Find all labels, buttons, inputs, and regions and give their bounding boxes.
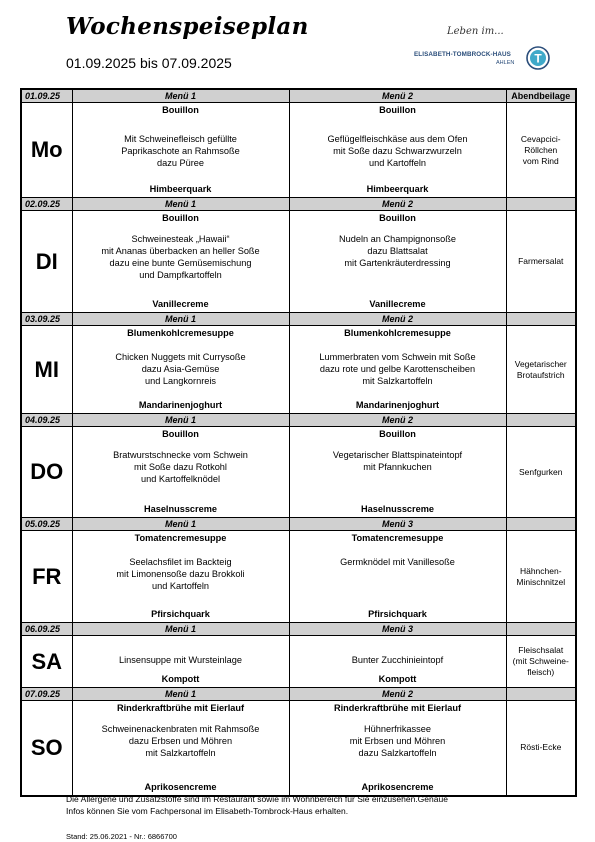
dessert: Himbeerquark — [149, 184, 212, 194]
dish-line: mit Gartenkräuterdressing — [344, 258, 451, 268]
main-dish — [290, 723, 506, 759]
soup: Bouillon — [162, 213, 199, 223]
dish-line: dazu Asia-Gemüse — [141, 364, 220, 374]
weekday-abbr: SO — [21, 701, 72, 796]
menu-1-cell — [72, 103, 289, 198]
slogan: Leben im... — [447, 26, 504, 37]
soup: Rinderkraftbrühe mit Eierlauf — [333, 703, 462, 713]
evening-header-blank — [506, 623, 576, 636]
dish-line: Schweinesteak „Hawaii“ — [131, 234, 230, 244]
evening-line: Cevapcici- — [520, 133, 561, 144]
menu-1-cell — [72, 531, 289, 623]
weekday-abbr: Mo — [21, 103, 72, 198]
day-date: 04.09.25 — [21, 414, 72, 427]
dessert: Vanillecreme — [152, 299, 209, 309]
dessert: Haselnusscreme — [143, 504, 218, 514]
menu-2-label: Menü 3 — [289, 623, 506, 636]
menu-2-label: Menü 2 — [289, 313, 506, 326]
dish-line: mit Limonensoße dazu Brokkoli — [116, 569, 245, 579]
document-stand: Stand: 25.06.2021 - Nr.: 6866700 — [66, 832, 177, 841]
dessert: Pfirsichquark — [368, 609, 427, 619]
day-menu-row — [21, 211, 576, 313]
weekday-abbr: FR — [21, 531, 72, 623]
main-dish — [290, 556, 506, 568]
org-name: ELISABETH-TOMBROCK-HAUS — [414, 51, 511, 58]
dish-line: Geflügelfleischkäse aus dem Ofen — [327, 134, 468, 144]
evening-line: Vegetarischer — [514, 358, 567, 369]
day-header-row — [21, 198, 576, 211]
evening-side-cell — [506, 326, 576, 414]
dish-line: Germknödel mit Vanillesoße — [340, 557, 455, 567]
soup: Bouillon — [379, 429, 416, 439]
dish-line: Lummerbraten vom Schwein mit Soße — [319, 352, 476, 362]
main-dish — [73, 723, 289, 759]
dish-line: Nudeln an Champignonsoße — [339, 234, 456, 244]
evening-line: (mit Schweine- — [512, 656, 569, 666]
menu-2-label: Menü 2 — [289, 414, 506, 427]
allergen-note — [66, 793, 448, 817]
main-dish — [73, 233, 289, 281]
dish-line: und Kartoffeln — [151, 581, 210, 591]
menu-2-label: Menü 2 — [289, 198, 506, 211]
evening-line: vom Rind — [522, 155, 559, 166]
dish-line: mit Soße dazu Rotkohl — [134, 462, 227, 472]
dish-line: dazu Blattsalat — [367, 246, 428, 256]
dessert: Mandarinenjoghurt — [355, 400, 440, 410]
soup: Tomatencremesuppe — [134, 533, 227, 543]
menu-1-label: Menü 1 — [72, 688, 289, 701]
day-menu-row — [21, 326, 576, 414]
dish-line: Vegetarischer Blattspinateintopf — [332, 450, 463, 460]
day-menu-row — [21, 701, 576, 796]
soup: Bouillon — [162, 429, 199, 439]
logo-icon — [526, 46, 550, 70]
menu-2-cell — [289, 211, 506, 313]
main-dish — [290, 351, 506, 387]
weekday-abbr: MI — [21, 326, 72, 414]
soup: Bouillon — [162, 105, 199, 115]
day-header-row — [21, 688, 576, 701]
main-dish — [73, 654, 289, 666]
dish-line: und Kartoffelknödel — [140, 474, 220, 484]
evening-side-cell — [506, 701, 576, 796]
dessert: Pfirsichquark — [151, 609, 210, 619]
soup: Tomatencremesuppe — [351, 533, 444, 543]
dish-line: dazu Salzkartoffeln — [358, 748, 437, 758]
menu-2-cell — [289, 427, 506, 518]
soup: Bouillon — [379, 105, 416, 115]
dessert: Haselnusscreme — [360, 504, 435, 514]
soup: Blumenkohlcremesuppe — [127, 328, 234, 338]
dish-line: Seelachsfilet im Backteig — [129, 557, 232, 567]
evening-header-blank — [506, 198, 576, 211]
date-range: 01.09.2025 bis 07.09.2025 — [66, 55, 232, 71]
evening-line: Minischnitzel — [516, 576, 566, 587]
evening-line: Brotaufstrich — [516, 369, 565, 380]
evening-line: Senfgurken — [519, 466, 563, 477]
day-header-row — [21, 623, 576, 636]
evening-side-cell — [506, 636, 576, 688]
weekday-abbr: DO — [21, 427, 72, 518]
dish-line: und Kartoffeln — [368, 158, 427, 168]
dish-line: mit Salzkartoffeln — [145, 748, 216, 758]
evening-line: Röllchen — [524, 144, 558, 155]
day-date: 05.09.25 — [21, 518, 72, 531]
evening-line: Fleischsalat — [518, 645, 564, 655]
menu-1-label: Menü 1 — [72, 518, 289, 531]
evening-side-cell — [506, 211, 576, 313]
dessert: Aprikosencreme — [144, 781, 217, 792]
day-date: 06.09.25 — [21, 623, 72, 636]
dessert: Aprikosencreme — [361, 781, 434, 792]
menu-1-cell — [72, 636, 289, 688]
day-menu-row — [21, 427, 576, 518]
svg-text:T: T — [534, 51, 542, 66]
dish-line: Bratwurstschnecke vom Schwein — [113, 450, 248, 460]
dish-line: mit Soße dazu Schwarzwurzeln — [333, 146, 462, 156]
dish-line: Chicken Nuggets mit Currysoße — [115, 352, 246, 362]
evening-header-blank — [506, 518, 576, 531]
menu-2-cell — [289, 531, 506, 623]
main-dish — [73, 133, 289, 169]
weekday-abbr: DI — [21, 211, 72, 313]
dessert: Mandarinenjoghurt — [138, 400, 223, 410]
dish-line: dazu eine bunte Gemüsemischung — [109, 258, 252, 268]
menu-1-label: Menü 1 — [72, 313, 289, 326]
menu-1-cell — [72, 211, 289, 313]
main-dish — [290, 654, 506, 666]
evening-line: Farmersalat — [518, 256, 564, 266]
menu-1-label: Menü 1 — [72, 623, 289, 636]
soup: Bouillon — [379, 213, 416, 223]
dish-line: Schweinenackenbraten mit Rahmsoße — [101, 724, 260, 734]
menu-1-label: Menü 1 — [72, 414, 289, 427]
day-menu-row — [21, 531, 576, 623]
menu-2-cell — [289, 636, 506, 688]
evening-header-blank — [506, 414, 576, 427]
menu-2-label: Menü 2 — [289, 688, 506, 701]
dish-line: Mit Schweinefleisch gefüllte — [124, 134, 237, 144]
main-dish — [290, 449, 506, 473]
dish-line: Paprikaschote an Rahmsoße — [121, 146, 240, 156]
evening-side-cell — [506, 103, 576, 198]
dish-line: mit Pfannkuchen — [363, 462, 432, 472]
evening-side-cell — [506, 427, 576, 518]
dish-line: dazu rote und gelbe Karottenscheiben — [319, 364, 476, 374]
main-dish — [73, 351, 289, 387]
main-dish — [73, 556, 289, 592]
menu-2-cell — [289, 701, 506, 796]
day-header-row — [21, 414, 576, 427]
day-date: 03.09.25 — [21, 313, 72, 326]
evening-header-blank — [506, 313, 576, 326]
page-title: Wochenspeiseplan — [66, 13, 309, 40]
dish-line: dazu Püree — [157, 158, 204, 168]
dish-line: mit Salzkartoffeln — [362, 376, 433, 386]
weekday-abbr: SA — [21, 636, 72, 688]
menu-1-label: Menü 1 — [72, 198, 289, 211]
evening-side-cell — [506, 531, 576, 623]
menu-2-cell — [289, 326, 506, 414]
allergen-note-line-2: Infos können Sie vom Fachpersonal im Elisabeth-Tombrock-Haus erhalten. — [66, 806, 349, 816]
dessert: Kompott — [161, 674, 200, 684]
day-header-row — [21, 518, 576, 531]
menu-table — [20, 88, 577, 797]
evening-header-blank — [506, 688, 576, 701]
menu-2-label: Menü 2 — [289, 89, 506, 103]
day-date: 01.09.25 — [21, 89, 72, 103]
evening-line: Rösti-Ecke — [520, 742, 562, 753]
dessert: Himbeerquark — [366, 184, 429, 194]
dish-line: und Langkornreis — [145, 376, 216, 386]
menu-2-label: Menü 3 — [289, 518, 506, 531]
menu-2-cell — [289, 103, 506, 198]
evening-column-header: Abendbeilage — [506, 89, 576, 103]
dish-line: dazu Erbsen und Möhren — [128, 736, 233, 746]
menu-1-cell — [72, 326, 289, 414]
day-header-row — [21, 89, 576, 103]
org-city: AHLEN — [496, 60, 515, 66]
day-date: 02.09.25 — [21, 198, 72, 211]
menu-1-cell — [72, 701, 289, 796]
allergen-note-line-1: Die Allergene und Zusatzstoffe sind im Restaurant sowie im Wohnbereich für Sie einzusehen.Genaue — [66, 794, 448, 804]
dessert: Vanillecreme — [369, 299, 426, 309]
day-menu-row — [21, 636, 576, 688]
soup: Blumenkohlcremesuppe — [344, 328, 451, 338]
evening-line: fleisch) — [527, 667, 555, 677]
main-dish — [73, 449, 289, 485]
dessert: Kompott — [378, 674, 417, 684]
dish-line: Bunter Zucchinieintopf — [351, 655, 444, 665]
menu-1-cell — [72, 427, 289, 518]
day-header-row — [21, 313, 576, 326]
day-menu-row — [21, 103, 576, 198]
dish-line: mit Ananas überbacken an heller Soße — [101, 246, 260, 256]
main-dish — [290, 233, 506, 269]
main-dish — [290, 133, 506, 169]
menu-1-label: Menü 1 — [72, 89, 289, 103]
day-date: 07.09.25 — [21, 688, 72, 701]
dish-line: und Dampfkartoffeln — [139, 270, 222, 280]
dish-line: mit Erbsen und Möhren — [349, 736, 446, 746]
soup: Rinderkraftbrühe mit Eierlauf — [116, 703, 245, 713]
evening-line: Hähnchen- — [519, 565, 562, 576]
dish-line: Linsensuppe mit Wursteinlage — [119, 655, 242, 665]
dish-line: Hühnerfrikassee — [364, 724, 431, 734]
